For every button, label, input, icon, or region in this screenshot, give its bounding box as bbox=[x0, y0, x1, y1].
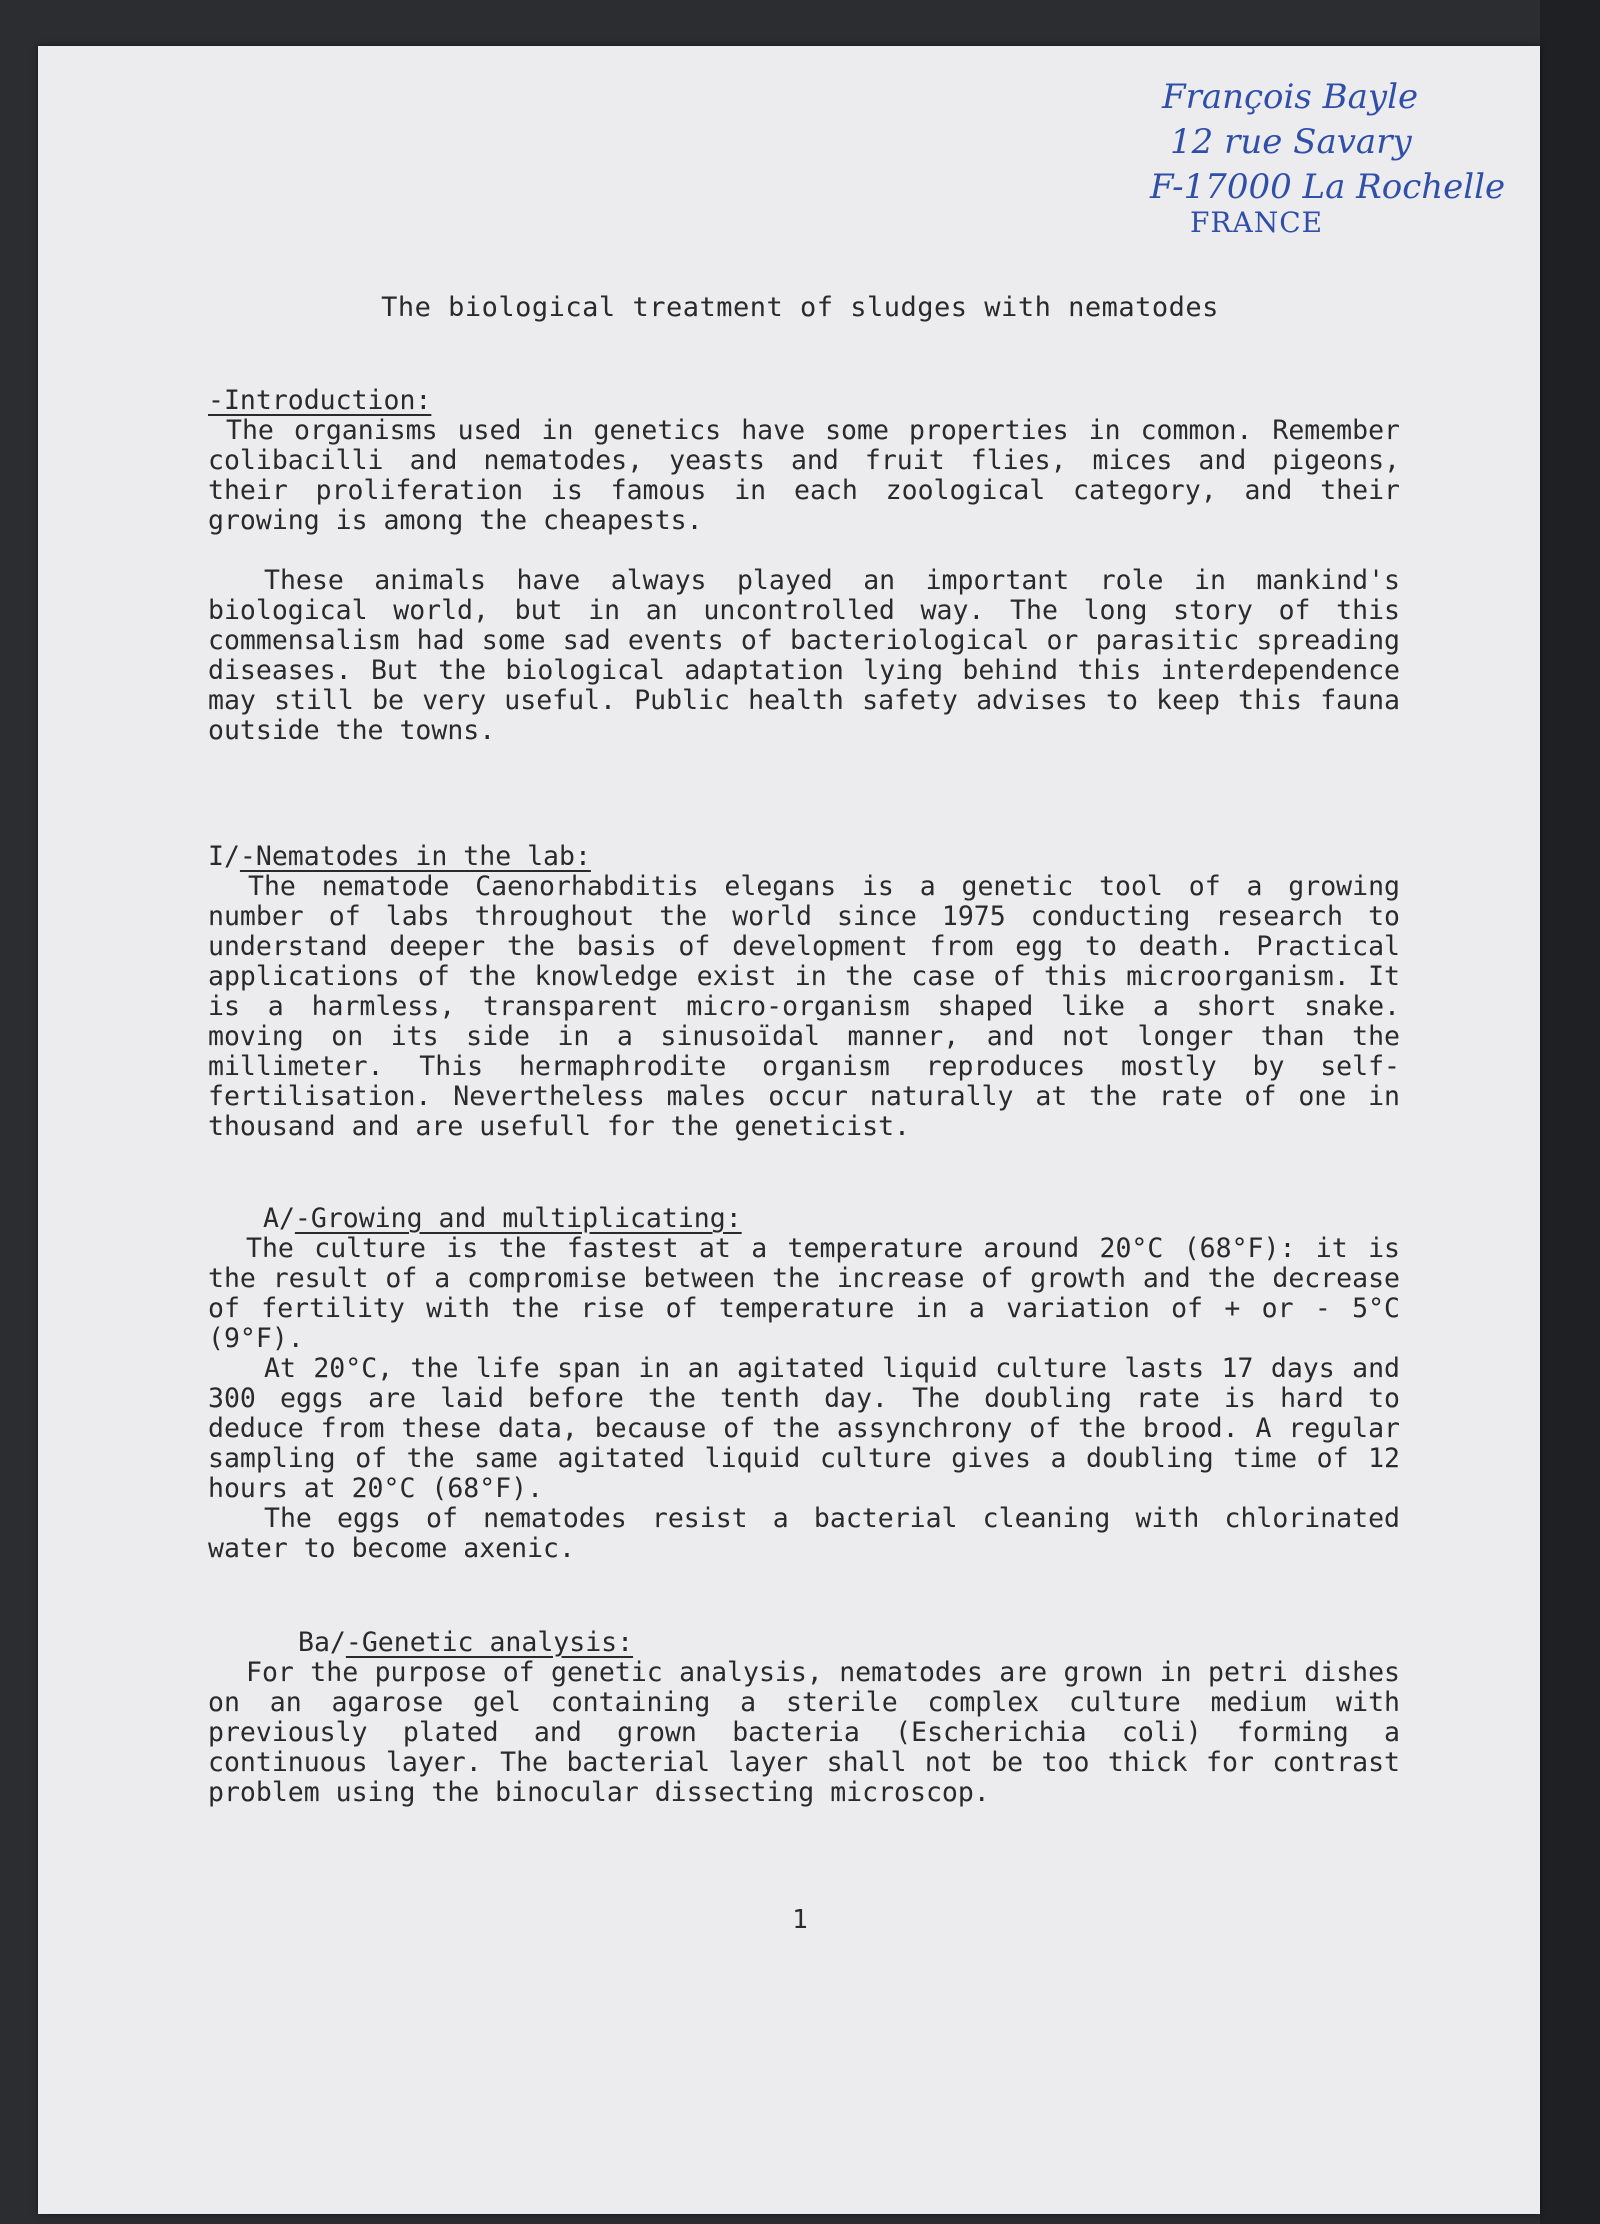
section-growing bbox=[208, 1204, 1400, 1564]
sectionA-paragraph-2: At 20°C, the life span in an agitated liquid culture lasts 17 days and 300 eggs are laid before the tenth day. The doubling rate is hard to deduce from these data, because of the assynchrony of the brood. A regular sampling of the same agitated liquid culture gives a doubling time of 12 hours at 20°C (68°F). bbox=[208, 1353, 1400, 1504]
intro-section bbox=[208, 386, 1400, 746]
address-name: François Bayle bbox=[1162, 77, 1419, 117]
sectionA-paragraph-3: The eggs of nematodes resist a bacterial cleaning with chlorinated water to become axenic. bbox=[208, 1503, 1400, 1564]
section1-paragraph: The nematode Caenorhabditis elegans is a genetic tool of a growing number of labs throughout the world since 1975 conducting research to understand deeper the basis of development from egg to death. Practical applications of the knowledge exist in the case of this microorganism. It is a harmless, transparent micro-organism shaped like a short snake. moving on its side in a sinusoïdal manner, and not longer than the millimeter. This hermaphrodite organism reproduces mostly by self-fertilisation. Nevertheless males occur naturally at the rate of one in thousand and are usefull for the geneticist. bbox=[208, 871, 1400, 1142]
address-street: 12 rue Savary bbox=[1170, 122, 1412, 163]
handwritten-address bbox=[1120, 77, 1506, 240]
sectionA-paragraph-1: The culture is the fastest at a temperature around 20°C (68°F): it is the result of a compromise between the increase of growth and the decrease of fertility with the rise of temperature in a variation of + or - 5°C (9°F). bbox=[208, 1233, 1400, 1354]
sectionBa-prefix: Ba/ bbox=[298, 1627, 346, 1658]
sectionA-prefix: A/ bbox=[263, 1203, 295, 1234]
section-genetic-analysis bbox=[208, 1628, 1400, 1808]
section1-heading: -Nematodes in the lab: bbox=[239, 841, 591, 872]
section1-prefix: I/ bbox=[208, 841, 240, 872]
address-country: FRANCE bbox=[1190, 206, 1324, 240]
binder-spine bbox=[1540, 0, 1600, 2224]
intro-heading: -Introduction: bbox=[208, 385, 432, 416]
section-nematodes-lab bbox=[208, 842, 1400, 1142]
sectionBa-paragraph: For the purpose of genetic analysis, nematodes are grown in petri dishes on an agarose gel containing a sterile complex culture medium with previously plated and grown bacteria (Escherichia coli) forming a continuous layer. The bacterial layer shall not be too thick for contrast problem using the binocular dissecting microscop. bbox=[208, 1657, 1400, 1808]
sectionBa-heading: -Genetic analysis: bbox=[345, 1627, 634, 1658]
address-city: F-17000 La Rochelle bbox=[1150, 167, 1506, 208]
page-number: 1 bbox=[792, 1905, 808, 1935]
document-title: The biological treatment of sludges with nematodes bbox=[381, 292, 1219, 323]
sectionA-heading: -Growing and multiplicating: bbox=[294, 1203, 742, 1234]
intro-paragraph-2: These animals have always played an important role in mankind's biological world, but in an uncontrolled way. The long story of this commensalism had some sad events of bacteriological or parasitic spreading diseases. But the biological adaptation lying behind this interdependence may still be very useful. Public health safety advises to keep this fauna outside the towns. bbox=[208, 565, 1400, 746]
intro-paragraph-1: The organisms used in genetics have some properties in common. Remember colibacilli and nematodes, yeasts and fruit flies, mices and pigeons, their proliferation is famous in each zoological category, and their growing is among the cheapests. bbox=[208, 415, 1400, 536]
